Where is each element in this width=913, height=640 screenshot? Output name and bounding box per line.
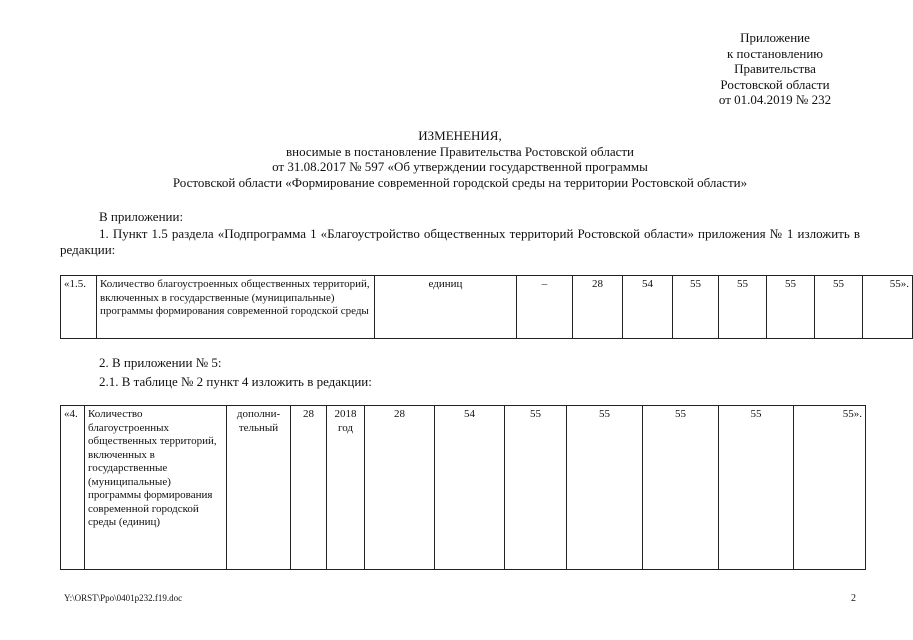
unit-cell: единиц [375,276,517,339]
value-cell: 54 [435,406,505,570]
value-cell: 55 [719,406,794,570]
heading-line: Ростовской области «Формирование современной городской среды на территории Ростовской области» [172,174,748,190]
item2-paragraph: 2. В приложении № 5: [99,355,222,370]
value-cell: 55 [719,276,767,339]
intro-paragraph: В приложении: [99,209,184,224]
value-cell: 55». [794,406,866,570]
heading-line: вносимые в постановление Правительства Ростовской области [285,143,634,159]
value-cell: 55 [643,406,719,570]
appendix-line: Правительства [734,61,816,77]
value-cell: 55 [567,406,643,570]
heading-title: ИЗМЕНЕНИЯ, [418,128,502,143]
indicator-name: Количество благоустроенных общественных территорий, включенных в государственные (муниципальные) программы формирования современной городской среды [97,276,375,339]
value-cell: 55 [673,276,719,339]
indicator-name: Количество благоустроенных общественных территорий, включенных в государственные (муниципальные) программы формирования современной городской среды (единиц) [85,406,227,570]
value-cell: 28 [573,276,623,339]
document-heading [60,128,860,190]
appendix-line: к постановлению [726,45,824,61]
table-item-1-5 [60,275,913,339]
value-cell: 55 [815,276,863,339]
base-value: 28 [291,406,327,570]
page-number: 2 [851,593,856,604]
appendix-line: Приложение [740,30,810,45]
item2-1-paragraph: 2.1. В таблице № 2 пункт 4 изложить в редакции: [99,374,372,389]
value-cell: 55 [767,276,815,339]
value-cell: 28 [365,406,435,570]
appendix-block [690,30,860,108]
value-cell: 55 [505,406,567,570]
row-number: «4. [61,406,85,570]
value-cell: 54 [623,276,673,339]
indicator-type: дополни-тельный [227,406,291,570]
base-cell: – [517,276,573,339]
file-path: Y:\ORST\Ppo\0401p232.f19.doc [64,593,183,603]
base-year: 2018 год [327,406,365,570]
appendix-line: Ростовской области [720,76,830,92]
heading-line: от 31.08.2017 № 597 «Об утверждении государственной программы [272,159,648,175]
row-number: «1.5. [61,276,97,339]
table-item-4 [60,405,866,570]
item1-paragraph: 1. Пункт 1.5 раздела «Подпрограмма 1 «Благоустройство общественных территорий Ростовской области» приложения № 1 изложить в редакции: [60,226,860,257]
appendix-line: от 01.04.2019 № 232 [718,92,832,108]
value-cell: 55». [863,276,913,339]
